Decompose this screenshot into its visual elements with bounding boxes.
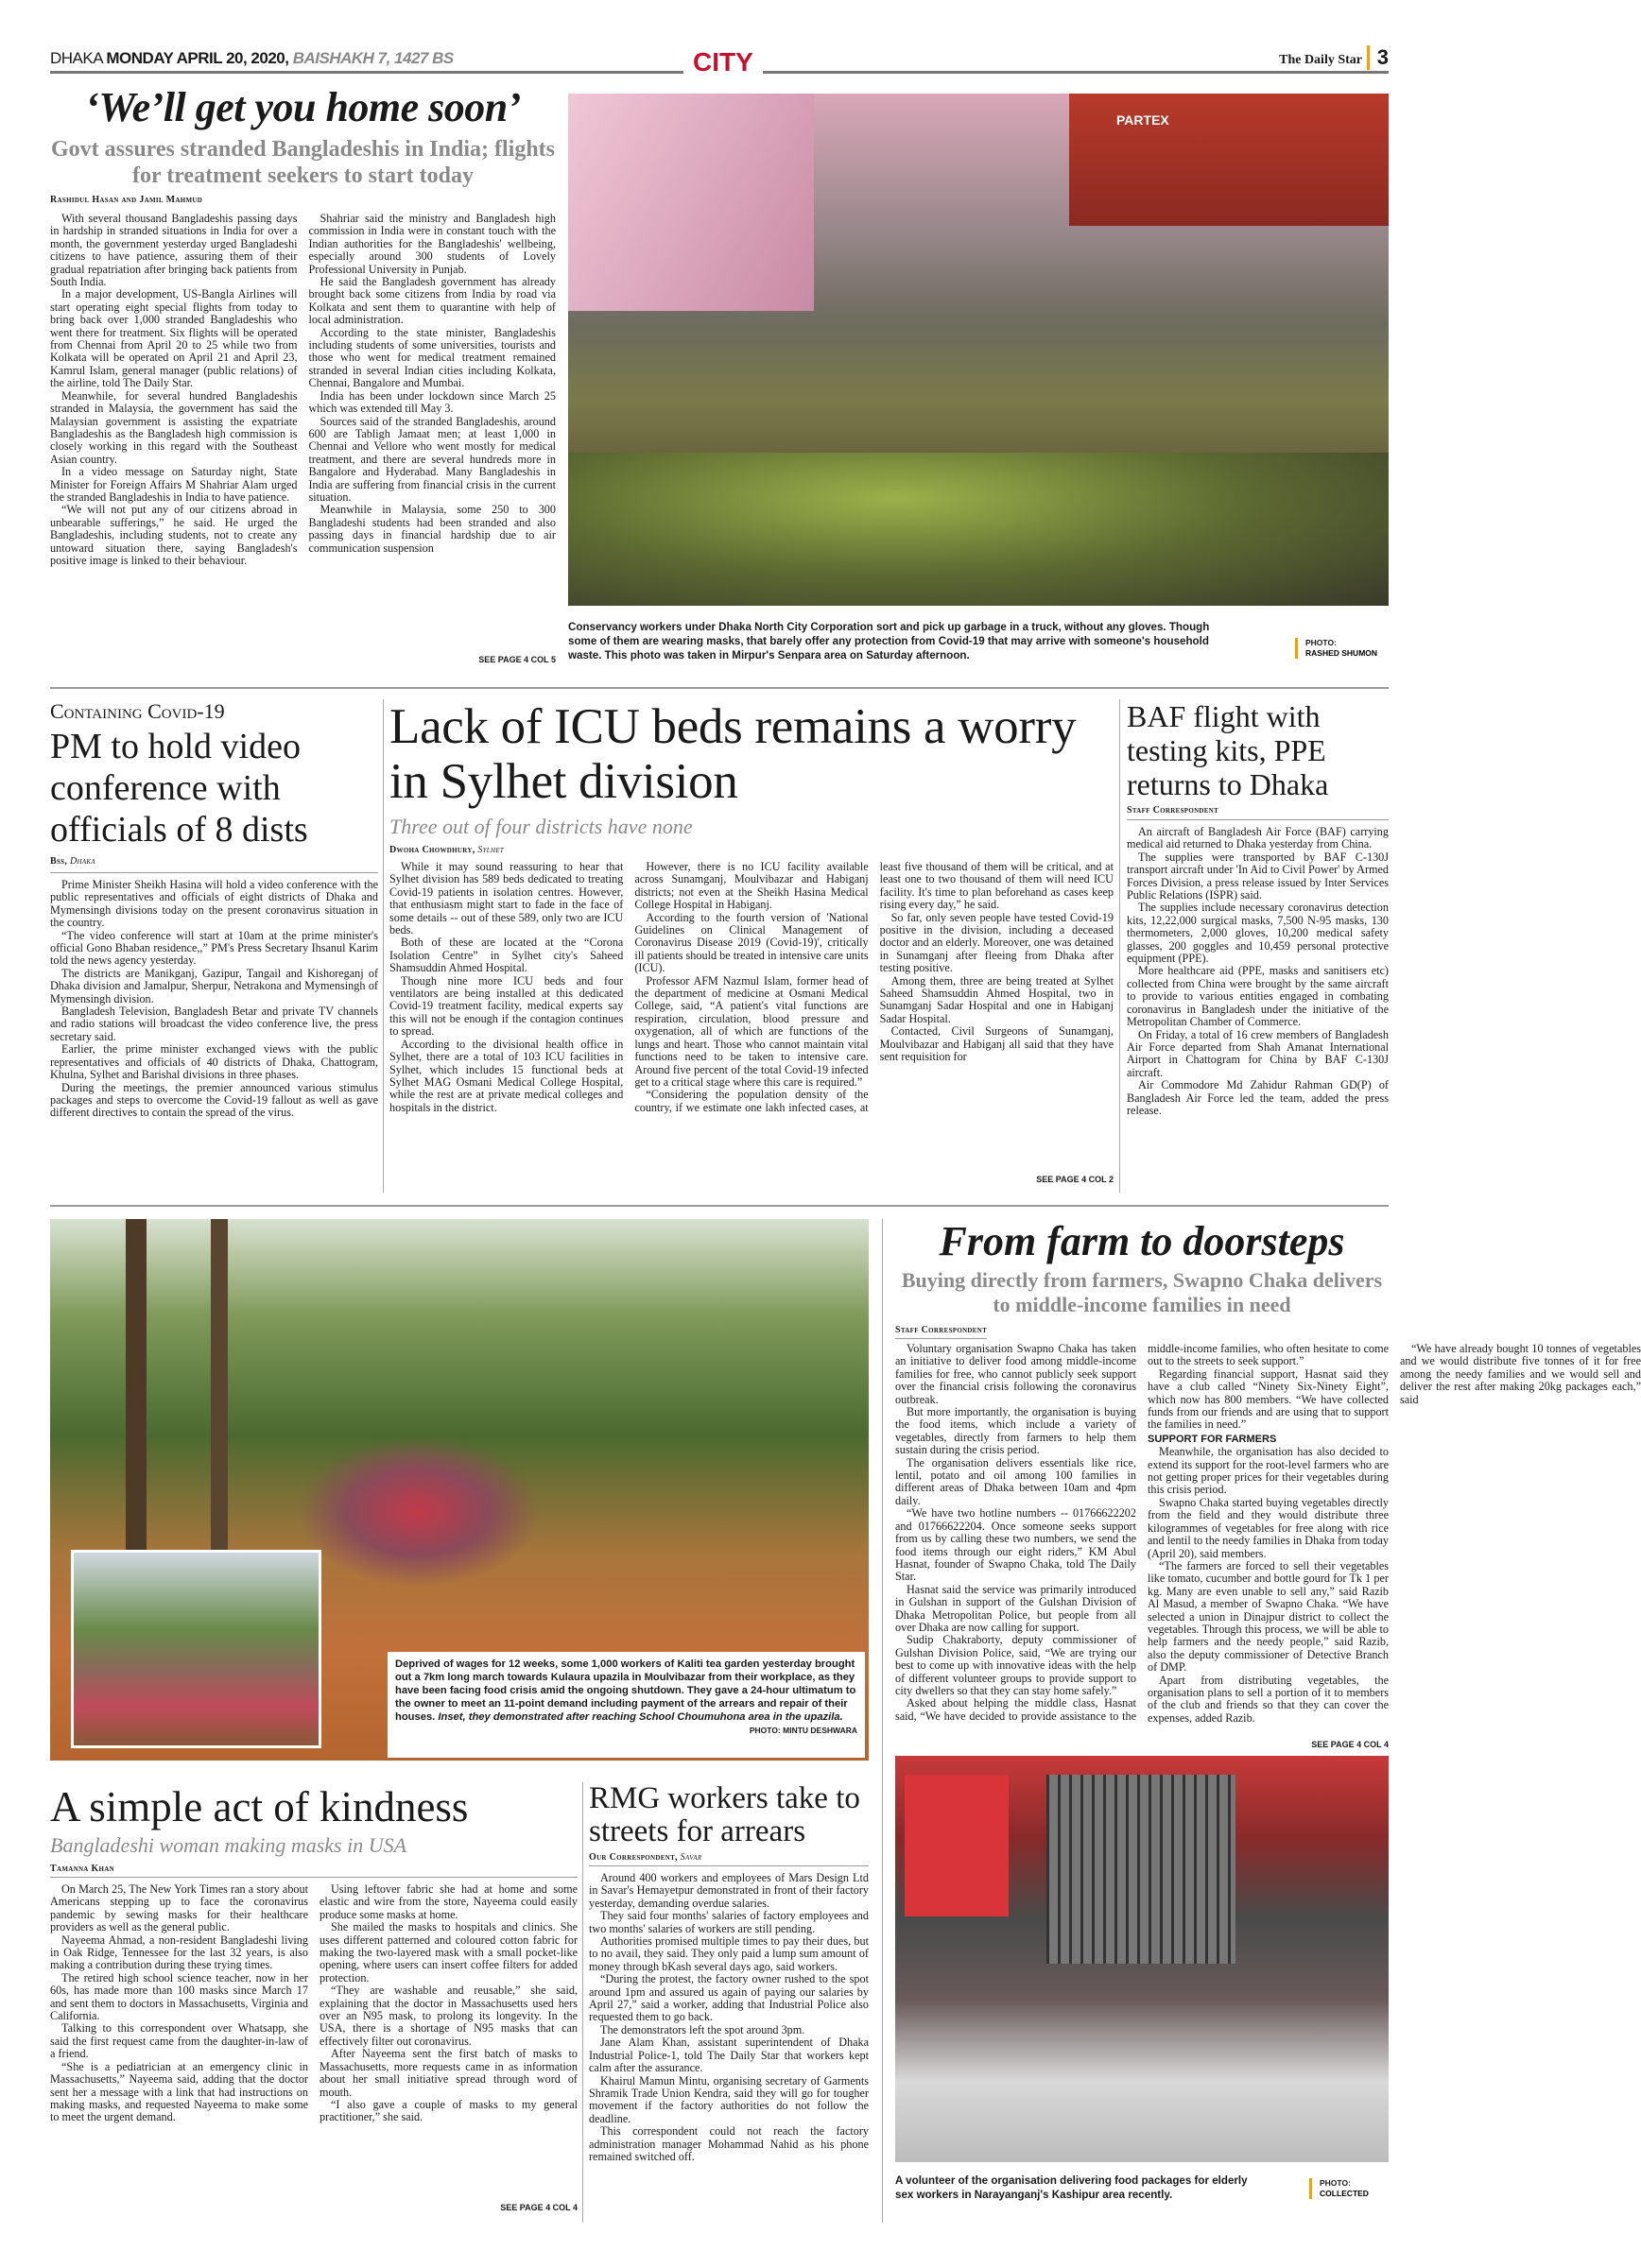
headline: BAF flight with testing kits, PPE returns to Dhaka [1127, 699, 1329, 801]
page-header [50, 45, 1389, 77]
masthead-logo: The Daily Star [1279, 53, 1362, 67]
paragraph: He said the Bangladesh government has already brought back some citizens from India by road via Kolkata and sent them to quarantine with help of local administration. [308, 275, 556, 327]
photo-caption: Conservancy workers under Dhaka North City Corporation sort and pick up garbage in a truck, without any gloves. Though some of them are wearing masks, that barely offer any protection from Covid-19 that may arrive with someone's household waste. This photo was taken in Mirpur's Senpara area on Saturday afternoon. [568, 621, 1210, 662]
kicker: Containing Covid-19 [50, 699, 225, 723]
paragraph: Nayeema Ahmad, a non-resident Bangladeshi living in Oak Ridge, Tennessee for the last 32 years, is also making a contribution during these trying times. [50, 1933, 308, 1972]
dateline-bengali-date: BAISHAKH 7, 1427 BS [292, 49, 454, 67]
paragraph: Both of these are located at the “Corona Isolation Centre” in Sylhet city's Saheed Shamsuddin Ahmed Hospital. [389, 936, 624, 975]
credit-name: MINTU DESHWARA [783, 1726, 857, 1735]
paragraph: “During the protest, the factory owner rushed to the spot around 1pm and assured us again of paying our salaries by April 27,” said a worker, adding that Industrial Police also requested them to go back. [589, 1972, 869, 2024]
story-rmg [589, 1782, 869, 2226]
paragraph: “The farmers are forced to sell their vegetables like tomato, cucumber and bottle gourd for Tk 1 per kg. Many are even unable to sell any,” said Razib Al Masud, a member of Swapno Chaka. “We have selected a union in Dinajpur district to collect the vegetables. Through this process, we will be able to help farmers and the needy people,” said Razib, also the deputy commissioner of Detective Branch of DMP. [1148, 1558, 1389, 1675]
paragraph: During the meetings, the premier announced various stimulus packages and steps to overcome the Covid-19 fallout as well as gave different directives to contain the spread of the virus. [50, 1080, 378, 1120]
byline [50, 856, 378, 867]
subhead: Buying directly from farmers, Swapno Chaka delivers to middle-income families in need [901, 1268, 1383, 1316]
byline: Tamanna Khan [50, 1864, 578, 1878]
paragraph: According to the fourth version of 'National Guidelines on Clinical Management of Coronavirus Disease 2019 (Covid-19)', critically ill patients should be treated in intensive care units (ICU). [634, 910, 869, 975]
paragraph: Talking to this correspondent over Whatsapp, she said the first request came from the daughter-in-law of a friend. [50, 2021, 308, 2061]
paragraph: The retired high school science teacher, now in her 60s, has made more than 100 masks since March 17 and sent them to doctors in Massachusetts, Virginia and California. [50, 1970, 308, 2023]
truck-body [568, 94, 814, 311]
paragraph: “We have two hotline numbers -- 01766622202 and 01766622204. Once someone seeks support from us by calling these two numbers, we send the food items through our eight riders,” KM Abul Hasnat, founder of Swapno Chaka, told The Daily Star. [895, 1506, 1136, 1584]
photo-tea-workers-march [50, 1219, 869, 1761]
headline: A simple act of kindness [50, 1783, 469, 1830]
paragraph: Prime Minister Sheikh Hasina will hold a video conference with the public representatives and officials of eight districts of Dhaka and Mymensingh divisions today on the present coronavirus situation in the country. [50, 878, 378, 930]
article-body [1127, 826, 1389, 1196]
paragraph: Authorities promised multiple times to pay their dues, but to no avail, they said. They only paid a lump sum amount of money through bKash several days ago, said workers. [589, 1934, 869, 1973]
photo-garbage-truck [568, 94, 1389, 606]
paragraph: Voluntary organisation Swapno Chaka has taken an initiative to deliver food among middle-income families for free, who cannot publicly seek support over the financial crisis following the coronavirus outbreak. [895, 1342, 1136, 1406]
tree-trunk [211, 1219, 228, 1597]
story-pm [50, 699, 378, 1181]
photo-food-packages [895, 1756, 1389, 2162]
truck-logo: PARTEX [1116, 112, 1169, 128]
jump-link[interactable]: SEE PAGE 4 COL 2 [1036, 1175, 1114, 1184]
paragraph: More healthcare aid (PPE, masks and sanitisers etc) collected from China were brought by the same aircraft to provide to various entities engaged in combating coronavirus in Bangladesh under the initiative of the Metropolitan Chamber of Commerce. [1127, 964, 1389, 1029]
paragraph: Sources said of the stranded Bangladeshis, around 600 are Tabligh Jamaat men; at least 1,000 in Chennai and Vellore who went mostly for medical treatment, and there are several hundreds more in Bangalore and Hyderabad. Many Bangladeshis in India are suffering from financial crisis in the current situation. [308, 414, 556, 504]
inset-photo [71, 1550, 321, 1748]
story-kindness [50, 1782, 578, 2212]
paragraph: In a major development, US-Bangla Airlines will start operating eight special flights from today to bring back over 1,000 stranded Bangladeshis who went there for treatment. Six flights will be operated from Chennai from April 20 to 25 while two from Kolkata will be operated on April 21 and April 23, Kamrul Islam, general manager (public relations) of the airline, told The Daily Star. [50, 287, 298, 390]
column-rule [882, 1219, 883, 2223]
subhead: Govt assures stranded Bangladeshis in India; flights for treatment seekers to start today [50, 137, 555, 188]
collapsible-gate [1046, 1775, 1235, 1964]
paragraph: Meanwhile in Malaysia, some 250 to 300 Bangladeshi students had been stranded and also passing days in financial hardship due to air communication suspension [308, 503, 556, 555]
credit-label: PHOTO: [1320, 2178, 1351, 2188]
story-home [50, 83, 556, 664]
jump-link[interactable]: SEE PAGE 4 COL 4 [1311, 1740, 1389, 1749]
paragraph: According to the state minister, Bangladeshis including students of some universities, tourists and those who went for medical treatment remained stranded in several Indian cities including Kolkata, Chennai, Bangalore and Mumbai. [308, 325, 556, 390]
paragraph: Air Commodore Md Zahidur Rahman GD(P) of Bangladesh Air Force led the team, added the press release. [1127, 1078, 1389, 1117]
dateline-date: MONDAY APRIL 20, 2020, [106, 49, 289, 67]
paragraph: So far, only seven people have tested Covid-19 positive in the division, including a deceased doctor and an elderly. Moreover, one was detained in Sunamganj after fleeing from Dhaka after testing positive. [879, 910, 1114, 975]
byline [589, 1852, 869, 1866]
paragraph: An aircraft of Bangladesh Air Force (BAF) carrying medical aid returned to Dhaka yesterday from China. [1127, 825, 1389, 851]
photo-credit [1309, 2178, 1369, 2199]
headline: ‘We’ll get you home soon’ [85, 84, 521, 130]
paragraph: Around 400 workers and employees of Mars Design Ltd in Savar's Hemayetpur demonstrated in front of their factory yesterday, demanding overdue salaries. [589, 1871, 869, 1910]
photo-caption: A volunteer of the organisation delivering food packages for elderly sex workers in Narayanganj's Kashipur area recently. [895, 2174, 1248, 2201]
photo-caption-inset: Inset, they demonstrated after reaching School Choumuhona area in the upazila. [438, 1711, 843, 1723]
photo-credit [1295, 638, 1377, 659]
section-subhead: SUPPORT FOR FARMERS [1148, 1433, 1277, 1445]
dateline [50, 49, 454, 68]
byline-author: Dwoha Chowdhury, [389, 845, 475, 855]
divider [50, 872, 378, 873]
jump-link[interactable]: SEE PAGE 4 COL 5 [478, 655, 556, 664]
byline-place: Savar [680, 1852, 702, 1863]
paragraph: Professor AFM Nazmul Islam, former head of the department of medicine at Osmani Medical College, said, “A patient's vital functions are respiration, circulation, blood pressure and oxygenation, all of which are functions of the lungs and heart. Those who cannot maintain vital functions need to be taken to intensive care. Around five percent of the total Covid-19 infected get to a critical stage where this care is required.” [634, 973, 869, 1089]
subhead: Bangladeshi woman making masks in USA [50, 1833, 407, 1857]
credit-label: PHOTO: [1305, 638, 1337, 647]
paragraph: Shahriar said the ministry and Bangladesh high commission in India were in constant touch with the Indian authorities for the Bangladeshis' wellbeing, especially around 300 students of Lovely Professional University in Punjab. [308, 212, 556, 276]
paragraph: On March 25, The New York Times ran a story about Americans stepping up to face the coronavirus pandemic by sewing masks for their healthcare providers as well as the general public. [50, 1882, 308, 1934]
article-body [895, 1342, 1641, 1740]
byline-place: Dhaka [69, 856, 95, 867]
paragraph: Though nine more ICU beds and four ventilators are being installed at this dedicated Covid-19 treatment facility, medical experts say this will not be enough if the contagion continues to spread. [389, 973, 624, 1039]
paragraph: In a video message on Saturday night, State Minister for Foreign Affairs M Shahriar Alam urged the stranded Bangladeshis in India to have patience. [50, 465, 298, 504]
byline: Rashidul Hasan and Jamil Mahmud [50, 195, 203, 205]
section-title: CITY [683, 47, 763, 77]
story-icu [389, 699, 1114, 1184]
paragraph: Khairul Mamun Mintu, organising secretary of Garments Shramik Trade Union Kendra, said they will go for tougher movement if the factory authorities do not follow the deadline. [589, 2073, 869, 2125]
credit-name: RASHED SHUMON [1305, 648, 1378, 658]
dateline-city: DHAKA [50, 49, 103, 67]
paragraph: Hasnat said the service was primarily introduced in Gulshan in support of the Gulshan Division of Dhaka Metropolitan Police, but people from all over Dhaka are now calling for support. [895, 1582, 1136, 1634]
photo-credit [395, 1726, 857, 1735]
article-body [50, 1883, 578, 2203]
paragraph: Swapno Chaka started buying vegetables directly from the field and they would distribute three kilogrammes of vegetables for free along with rice and lentil to the needy families in Dhaka from today (April 20), said members. [1148, 1495, 1389, 1560]
paragraph: This correspondent could not reach the factory administration manager Mohammad Nahid as his phone remained switched off. [589, 2124, 869, 2163]
paragraph: Apart from distributing vegetables, the organisation plans to sell a portion of it to members of the club and friends so that they can cover the expenses, added Razib. [1148, 1673, 1389, 1725]
paragraph: The districts are Manikganj, Gazipur, Tangail and Kishoreganj of Dhaka division and Jamalpur, Sherpur, Netrakona and Mymensingh of Mymensingh division. [50, 966, 378, 1005]
story-farm [895, 1217, 1641, 1749]
march-crowd [296, 1436, 542, 1588]
article-body [589, 1872, 869, 2226]
paragraph: The demonstrators left the spot around 3pm. [600, 2022, 805, 2036]
garbage-pile [568, 453, 1389, 606]
headline: From farm to doorsteps [939, 1218, 1345, 1264]
paragraph: The organisation delivers essentials like rice, lentil, potato and oil among 100 families in different areas of Dhaka between 10am and 4pm daily. [895, 1455, 1136, 1507]
paragraph: Sudip Chakraborty, deputy commissioner of Gulshan Division Police, said, “We are trying our best to come up with innovative ideas with the help of different volunteer groups to provide support to city dwellers so that they can stay home safely.” [895, 1633, 1136, 1697]
column-rule [582, 1782, 583, 2223]
byline-author: Our Correspondent, [589, 1852, 678, 1863]
headline: PM to hold video conference with officials of 8 dists [50, 727, 308, 850]
credit-label: PHOTO: [749, 1726, 781, 1735]
paragraph: They said four months' salaries of factory employees and two months' salaries of workers are still pending. [589, 1909, 869, 1935]
paragraph: “Considering the population density of the country, if we estimate one lakh infected cases, at least five thousand of them will be critical, and at least one to two thousand of them will need ICU facility. It's time to plan beforehand as cases keep rising every day,” he said. [634, 860, 1114, 1114]
article-body [50, 213, 556, 655]
page-number: 3 [1367, 45, 1389, 70]
paragraph: She mailed the masks to hospitals and clinics. She uses different patterned and coloured cotton fabric for making the two-layered mask with a small pocket-like opening, where users can insert coffee filters for added protection. [320, 1920, 578, 1984]
divider [50, 1205, 1389, 1207]
paragraph: Among them, three are being treated at Sylhet Saheed Shamsuddin Ahmed Hospital, two in Sunamganj Sadar Hospital and one in Habiganj Sadar Hospital. [879, 973, 1114, 1025]
paragraph: Using leftover fabric she had at home and some elastic and wire from the store, Nayeema could easily produce some masks at home. [320, 1882, 578, 1921]
paragraph: The supplies were transported by BAF C-130J transport aircraft under 'In Aid to Civil Power' by Armed Forces Division, a press release issued by Inter Services Public Relations (ISPR) said. [1127, 850, 1389, 902]
credit-name: COLLECTED [1320, 2189, 1369, 2198]
paragraph: But more importantly, the organisation is buying the food items, which include a variety of vegetables, directly from farmers to help them sustain during the crisis period. [895, 1405, 1136, 1457]
paragraph: On Friday, a total of 16 crew members of Bangladesh Air Force departed from Shah Amanat International Airport in Chattogram for China by BAF C-130J aircraft. [1127, 1027, 1389, 1079]
paragraph: “I also gave a couple of masks to my general practitioner,” she said. [320, 2097, 578, 2124]
paragraph: “The video conference will start at 10am at the prime minister's official Gono Bhaban residence,,” PM's Press Secretary Ihsanul Karim told the news agency yesterday. [50, 928, 378, 968]
byline-agency: Bss, [50, 856, 68, 867]
paragraph: While it may sound reassuring to hear that Sylhet division has 589 beds dedicated to treating Covid-19 patients in isolation centres. However, that enthusiasm might start to fade in the face of some details -- out of these 589, only two are ICU beds. [389, 860, 624, 937]
byline-place: Sylhet [477, 845, 505, 855]
paragraph: India has been under lockdown since March 25 which was extended till May 3. [308, 388, 556, 416]
story-baf [1127, 699, 1389, 1196]
headline: RMG workers take to streets for arrears [589, 1781, 860, 1848]
paragraph: Asked about helping the middle class, Hasnat said, “We have decided to provide assistance to the middle-income families, who often hesitate to come out to the streets to seek support.” [895, 1342, 1389, 1723]
paragraph: With several thousand Bangladeshis passing days in hardship in stranded situations in India for over a month, the government yesterday urged Bangladeshi citizens to have patience, assuring them of their gradual repatriation after bringing back patients from South India. [50, 212, 298, 289]
headline: Lack of ICU beds remains a worry in Sylhet division [389, 699, 1077, 809]
paragraph: “They are washable and reusable,” she said, explaining that the doctor in Massachusetts used hers over an N95 mask, to prolong its longevity. In the USA, there is a shortage of N95 masks that can effectively filter out coronavirus. [320, 1984, 578, 2048]
paragraph: The supplies include necessary coronavirus detection kits, 12,22,000 surgical masks, 7,500 N-95 masks, 130 thermometers, 2,000 gloves, 10,200 medical safety glasses, 200 goggles and 10,459 personal protective equipment (PPE). [1127, 901, 1389, 966]
paragraph: According to the divisional health office in Sylhet, there are a total of 103 ICU facilities in Sylhet, which includes 15 functional beds at Sylhet MAG Osmani Medical College Hospital, while the rest are at private medical colleges and hospitals in the district. [389, 1037, 624, 1114]
column-rule [383, 699, 384, 1193]
paragraph: Meanwhile, the organisation has also decided to extend its support for the root-level farmers who are not getting proper prices for their vegetables during this crisis period. [1148, 1445, 1389, 1497]
paragraph: Jane Alam Khan, assistant superintendent of Dhaka Industrial Police-1, told The Daily Star that workers kept calm after the assurance. [589, 2036, 869, 2075]
paragraph: However, there is no ICU facility available across Sunamganj, Moulvibazar and Habiganj districts; not even at the Sheikh Hasina Medical College Hospital in Habiganj. [634, 860, 869, 912]
photo-caption: Deprived of wages for 12 weeks, some 1,000 workers of Kaliti tea garden yesterday brought out a 7km long march towards Kulaura upazila in Moulvibazar from their workplace, as they have been facing food crisis amid the ongoing shutdown. They gave a 24-hour ultimatum to the owner to meet an 11-point demand including payment of the arrears and repair of their houses. [395, 1658, 856, 1723]
byline: Staff Correspondent [1127, 805, 1389, 820]
article-body [50, 879, 378, 1181]
paragraph: Contacted, Civil Surgeons of Sunamganj, Moulvibazar and Habiganj all said that they have sent requisition for [879, 1024, 1114, 1064]
subhead: Three out of four districts have none [389, 815, 693, 838]
paragraph: “We have already bought 10 tonnes of vegetables and we would distribute five tonnes of it for free among the needy families and we would sell and deliver the rest after making 20kg packages each,” said [1400, 1342, 1641, 1406]
caption-box [388, 1652, 865, 1758]
shop-sign [905, 1775, 1009, 1916]
paragraph: Earlier, the prime minister exchanged views with the public representatives and officials of 40 districts of Dhaka, Chattogram, Khulna, Sylhet and Barishal divisions in three phases. [50, 1042, 378, 1082]
column-rule [1119, 699, 1120, 1193]
paragraph: Bangladesh Television, Bangladesh Betar and private TV channels and radio stations will broadcast the video conference live, the press secretary said. [50, 1005, 378, 1043]
article-body [389, 861, 1114, 1175]
paragraph: “We will not put any of our citizens abroad in unbearable sufferings,” he said. He urged the Bangladeshis, including students, not to create any untoward situation there, saying Bangladesh's positive image is linked to their behaviour. [50, 503, 298, 567]
divider [50, 687, 1389, 689]
paragraph: “She is a pediatrician at an emergency clinic in Massachusetts,” Nayeema said, adding that the doctor sent her a message with a link that had instructions on making masks, and requested Nayeema to make some to meet the urgent demand. [50, 2059, 308, 2124]
byline [389, 845, 1114, 855]
paragraph: After Nayeema sent the first batch of masks to Massachusetts, more requests came in as information about her small initiative spread through word of mouth. [320, 2047, 578, 2099]
paragraph: Regarding financial support, Hasnat said they have a club called “Ninety Six-Ninety Eight”, which now has 800 members. “We have collected funds from our friends and are using that to support the families in need.” [1148, 1366, 1389, 1432]
byline: Staff Correspondent [895, 1325, 987, 1339]
paragraph: Meanwhile, for several hundred Bangladeshis stranded in Malaysia, the government has said the Malaysian government is assisting the expatriate Bangladeshis as the Bangladesh high commission is closely working in this regard with the Southeast Asian country. [50, 388, 298, 466]
jump-link[interactable]: SEE PAGE 4 COL 4 [500, 2203, 578, 2212]
